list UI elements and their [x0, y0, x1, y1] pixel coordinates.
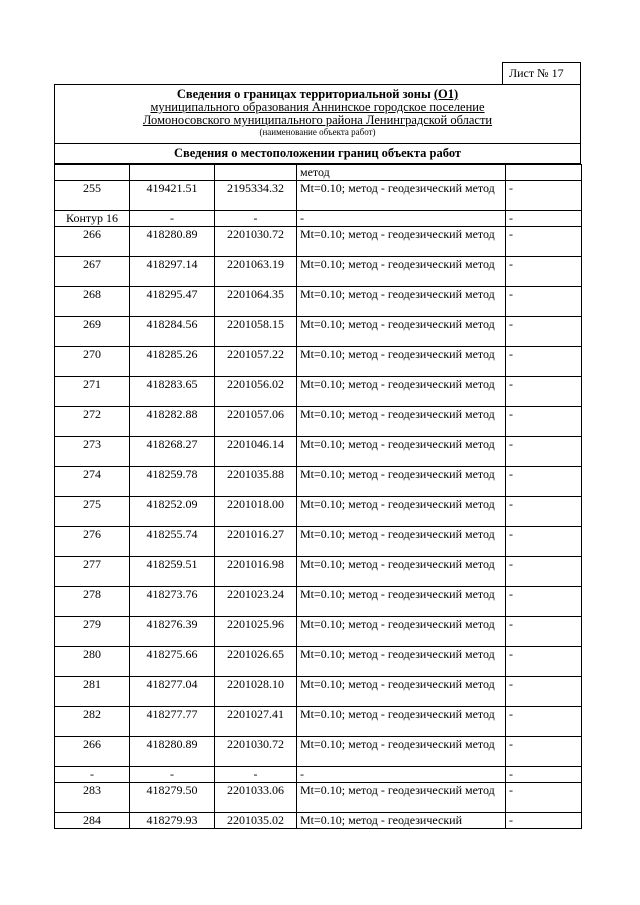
table-row: [55, 707, 582, 737]
y-coordinate-cell: 2201033.06: [215, 783, 297, 813]
extra-info-cell: -: [506, 181, 582, 211]
y-coordinate-cell: 2201018.00: [215, 497, 297, 527]
method-description-cell: Mt=0.10; метод - геодезический метод: [297, 377, 506, 407]
table-row: [55, 617, 582, 647]
header-line-1: муниципального образования Аннинское городское поселение: [150, 100, 485, 114]
header-title: [55, 87, 580, 101]
x-coordinate-cell: 418285.26: [130, 347, 215, 377]
extra-info-cell: -: [506, 783, 582, 813]
x-coordinate-cell: 418273.76: [130, 587, 215, 617]
x-coordinate-cell: -: [130, 767, 215, 783]
extra-info-cell: -: [506, 813, 582, 829]
y-coordinate-cell: -: [215, 211, 297, 227]
point-number-cell: 274: [55, 467, 130, 497]
x-coordinate-cell: [130, 165, 215, 181]
extra-info-cell: -: [506, 497, 582, 527]
point-number-cell: 276: [55, 527, 130, 557]
method-description-cell: Mt=0.10; метод - геодезический метод: [297, 497, 506, 527]
method-description-cell: Mt=0.10; метод - геодезический метод: [297, 257, 506, 287]
x-coordinate-cell: 418255.74: [130, 527, 215, 557]
document-header: [54, 84, 581, 144]
point-number-cell: 275: [55, 497, 130, 527]
header-note: (наименование объекта работ): [259, 127, 376, 137]
table-row: [55, 257, 582, 287]
point-number-cell: 268: [55, 287, 130, 317]
extra-info-cell: -: [506, 377, 582, 407]
y-coordinate-cell: 2201016.27: [215, 527, 297, 557]
table-row: [55, 347, 582, 377]
method-description-cell: Mt=0.10; метод - геодезический метод: [297, 437, 506, 467]
x-coordinate-cell: 418275.66: [130, 647, 215, 677]
table-row: [55, 165, 582, 181]
sheet-label: Лист №: [509, 66, 549, 80]
table-row: [55, 813, 582, 829]
method-description-cell: -: [297, 767, 506, 783]
method-description-cell: Mt=0.10; метод - геодезический метод: [297, 317, 506, 347]
y-coordinate-cell: 2201063.19: [215, 257, 297, 287]
y-coordinate-cell: 2195334.32: [215, 181, 297, 211]
table-row: [55, 497, 582, 527]
extra-info-cell: -: [506, 227, 582, 257]
table-row: [55, 527, 582, 557]
table-row: [55, 211, 582, 227]
x-coordinate-cell: 418277.04: [130, 677, 215, 707]
point-number-cell: 266: [55, 227, 130, 257]
table-row: [55, 587, 582, 617]
method-description-cell: -: [297, 211, 506, 227]
table-row: [55, 677, 582, 707]
y-coordinate-cell: 2201035.88: [215, 467, 297, 497]
method-description-cell: Mt=0.10; метод - геодезический метод: [297, 407, 506, 437]
x-coordinate-cell: 418282.88: [130, 407, 215, 437]
method-description-cell: Mt=0.10; метод - геодезический метод: [297, 737, 506, 767]
sheet-number-box: [502, 62, 581, 84]
method-description-cell: Mt=0.10; метод - геодезический метод: [297, 783, 506, 813]
point-number-cell: 282: [55, 707, 130, 737]
extra-info-cell: -: [506, 647, 582, 677]
table-row: [55, 647, 582, 677]
extra-info-cell: -: [506, 707, 582, 737]
x-coordinate-cell: 418295.47: [130, 287, 215, 317]
extra-info-cell: [506, 165, 582, 181]
x-coordinate-cell: 418259.78: [130, 467, 215, 497]
table-row: [55, 557, 582, 587]
table-row: [55, 287, 582, 317]
extra-info-cell: -: [506, 767, 582, 783]
extra-info-cell: -: [506, 557, 582, 587]
method-description-cell: Mt=0.10; метод - геодезический метод: [297, 707, 506, 737]
x-coordinate-cell: 418277.77: [130, 707, 215, 737]
header-title-text: Сведения о границах территориальной зоны: [176, 87, 431, 101]
table-row: [55, 467, 582, 497]
y-coordinate-cell: 2201046.14: [215, 437, 297, 467]
coordinates-table: [54, 164, 582, 829]
method-description-cell: Mt=0.10; метод - геодезический метод: [297, 527, 506, 557]
point-number-cell: 273: [55, 437, 130, 467]
section-subheader: Сведения о местоположении границ объекта работ: [54, 144, 581, 164]
y-coordinate-cell: 2201064.35: [215, 287, 297, 317]
point-number-cell: 267: [55, 257, 130, 287]
x-coordinate-cell: 418297.14: [130, 257, 215, 287]
point-number-cell: 284: [55, 813, 130, 829]
y-coordinate-cell: 2201058.15: [215, 317, 297, 347]
y-coordinate-cell: 2201025.96: [215, 617, 297, 647]
extra-info-cell: -: [506, 347, 582, 377]
x-coordinate-cell: 419421.51: [130, 181, 215, 211]
header-line-2: Ломоносовского муниципального района Ленинградской области: [142, 113, 493, 127]
extra-info-cell: -: [506, 467, 582, 497]
x-coordinate-cell: 418252.09: [130, 497, 215, 527]
x-coordinate-cell: 418284.56: [130, 317, 215, 347]
table-row: [55, 317, 582, 347]
table-row: [55, 437, 582, 467]
extra-info-cell: -: [506, 257, 582, 287]
method-description-cell: Mt=0.10; метод - геодезический метод: [297, 467, 506, 497]
method-description-cell: метод: [297, 165, 506, 181]
y-coordinate-cell: 2201057.22: [215, 347, 297, 377]
coordinates-table-body: [55, 165, 582, 829]
method-description-cell: Mt=0.10; метод - геодезический метод: [297, 181, 506, 211]
y-coordinate-cell: 2201027.41: [215, 707, 297, 737]
y-coordinate-cell: -: [215, 767, 297, 783]
x-coordinate-cell: -: [130, 211, 215, 227]
x-coordinate-cell: 418279.50: [130, 783, 215, 813]
extra-info-cell: -: [506, 407, 582, 437]
y-coordinate-cell: 2201030.72: [215, 227, 297, 257]
method-description-cell: Mt=0.10; метод - геодезический метод: [297, 557, 506, 587]
table-row: [55, 227, 582, 257]
extra-info-cell: -: [506, 317, 582, 347]
y-coordinate-cell: 2201023.24: [215, 587, 297, 617]
extra-info-cell: -: [506, 437, 582, 467]
point-number-cell: 277: [55, 557, 130, 587]
x-coordinate-cell: 418259.51: [130, 557, 215, 587]
x-coordinate-cell: 418280.89: [130, 227, 215, 257]
table-row: [55, 737, 582, 767]
extra-info-cell: -: [506, 737, 582, 767]
extra-info-cell: -: [506, 287, 582, 317]
method-description-cell: Mt=0.10; метод - геодезический метод: [297, 617, 506, 647]
y-coordinate-cell: 2201028.10: [215, 677, 297, 707]
y-coordinate-cell: 2201035.02: [215, 813, 297, 829]
point-number-cell: 279: [55, 617, 130, 647]
extra-info-cell: -: [506, 211, 582, 227]
point-number-cell: [55, 165, 130, 181]
extra-info-cell: -: [506, 617, 582, 647]
x-coordinate-cell: 418279.93: [130, 813, 215, 829]
point-number-cell: 270: [55, 347, 130, 377]
table-row: [55, 767, 582, 783]
y-coordinate-cell: 2201016.98: [215, 557, 297, 587]
method-description-cell: Mt=0.10; метод - геодезический метод: [297, 677, 506, 707]
x-coordinate-cell: 418283.65: [130, 377, 215, 407]
y-coordinate-cell: 2201026.65: [215, 647, 297, 677]
table-row: [55, 783, 582, 813]
point-number-cell: 280: [55, 647, 130, 677]
x-coordinate-cell: 418280.89: [130, 737, 215, 767]
sheet-number: 17: [551, 66, 564, 80]
point-number-cell: Контур 16: [55, 211, 130, 227]
x-coordinate-cell: 418276.39: [130, 617, 215, 647]
point-number-cell: -: [55, 767, 130, 783]
method-description-cell: Mt=0.10; метод - геодезический: [297, 813, 506, 829]
table-row: [55, 377, 582, 407]
point-number-cell: 266: [55, 737, 130, 767]
point-number-cell: 283: [55, 783, 130, 813]
method-description-cell: Mt=0.10; метод - геодезический метод: [297, 647, 506, 677]
table-row: [55, 407, 582, 437]
extra-info-cell: -: [506, 677, 582, 707]
point-number-cell: 271: [55, 377, 130, 407]
y-coordinate-cell: 2201057.06: [215, 407, 297, 437]
y-coordinate-cell: 2201030.72: [215, 737, 297, 767]
method-description-cell: Mt=0.10; метод - геодезический метод: [297, 227, 506, 257]
point-number-cell: 278: [55, 587, 130, 617]
point-number-cell: 269: [55, 317, 130, 347]
method-description-cell: Mt=0.10; метод - геодезический метод: [297, 347, 506, 377]
table-row: [55, 181, 582, 211]
method-description-cell: Mt=0.10; метод - геодезический метод: [297, 587, 506, 617]
y-coordinate-cell: 2201056.02: [215, 377, 297, 407]
point-number-cell: 272: [55, 407, 130, 437]
zone-code: (О1): [433, 87, 459, 101]
y-coordinate-cell: [215, 165, 297, 181]
extra-info-cell: -: [506, 527, 582, 557]
point-number-cell: 281: [55, 677, 130, 707]
point-number-cell: 255: [55, 181, 130, 211]
extra-info-cell: -: [506, 587, 582, 617]
method-description-cell: Mt=0.10; метод - геодезический метод: [297, 287, 506, 317]
x-coordinate-cell: 418268.27: [130, 437, 215, 467]
